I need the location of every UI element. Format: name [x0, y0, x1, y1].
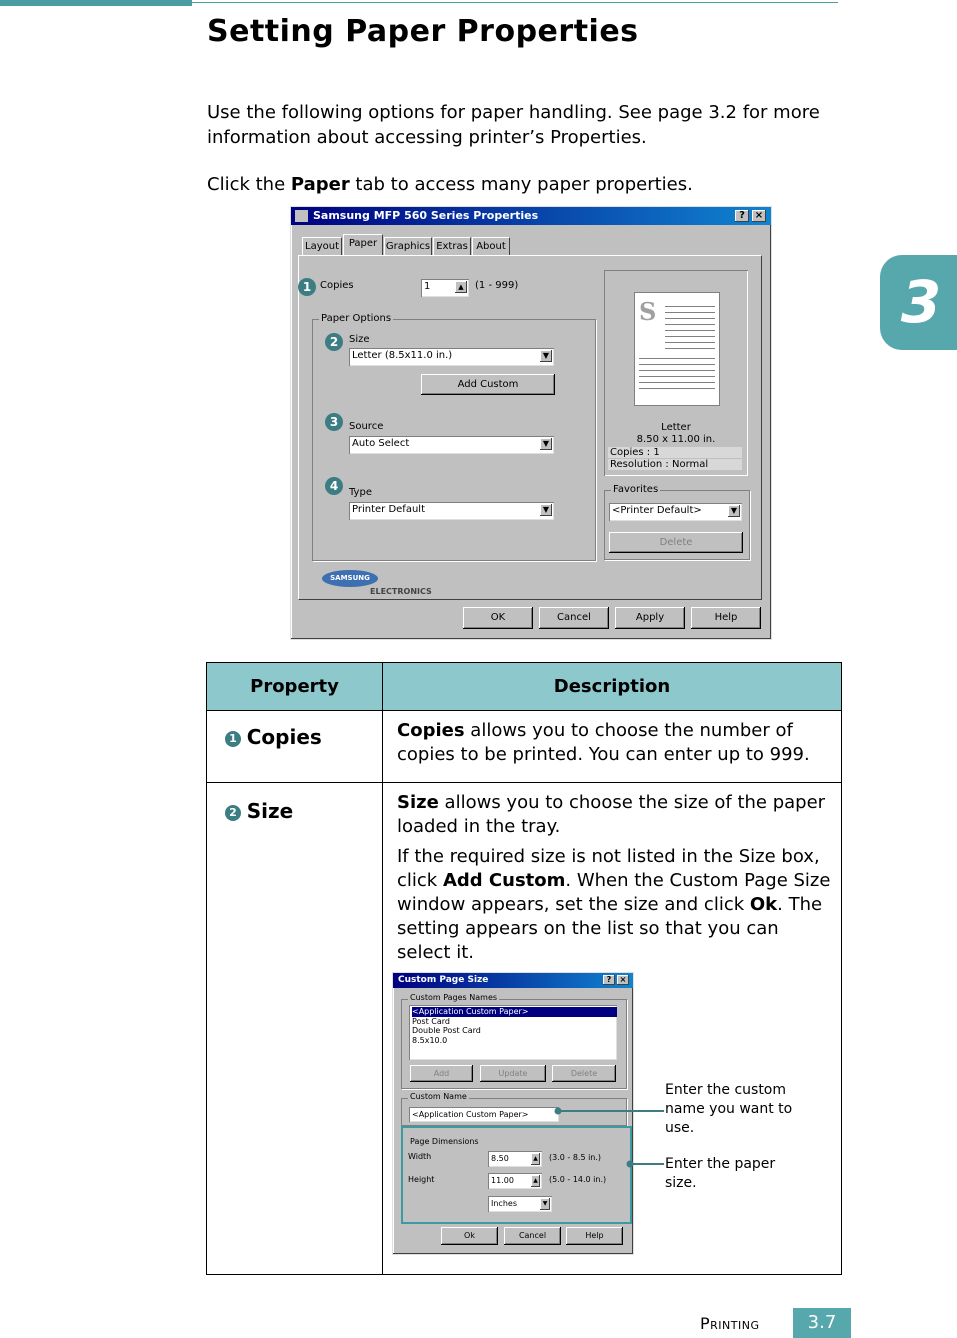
- click-instruction: [207, 172, 837, 197]
- close-icon[interactable]: ×: [752, 210, 766, 222]
- spin-icon[interactable]: ▲: [531, 1153, 540, 1165]
- custom-ok-button[interactable]: Ok: [441, 1227, 498, 1245]
- top-accent-bar: [0, 0, 192, 6]
- callout-badge-4: 4: [325, 477, 343, 495]
- height-value: 11.00: [491, 1176, 514, 1185]
- description-cell: [383, 711, 842, 783]
- width-stepper[interactable]: [488, 1151, 542, 1167]
- favorites-label: Favorites: [613, 484, 659, 495]
- unit-select[interactable]: [488, 1196, 552, 1212]
- preview-page: [634, 292, 720, 406]
- close-icon[interactable]: ×: [617, 975, 629, 985]
- row-badge: 2: [225, 805, 241, 821]
- callout-size-text: Enter the paper size.: [665, 1156, 776, 1191]
- favorites-select[interactable]: [609, 503, 742, 521]
- desc-bold: Copies: [397, 720, 465, 741]
- paper-options-label: Paper Options: [321, 313, 392, 324]
- copies-value: 1: [424, 281, 431, 292]
- height-range: (5.0 - 14.0 in.): [549, 1175, 607, 1184]
- dialog-title: Samsung MFP 560 Series Properties: [313, 209, 539, 222]
- favorites-value: <Printer Default>: [612, 505, 702, 516]
- size-desc-2: [397, 845, 831, 965]
- size-value: Letter (8.5x11.0 in.): [352, 350, 453, 361]
- size-label: Size: [349, 334, 370, 345]
- list-item[interactable]: Double Post Card: [412, 1026, 481, 1035]
- click-bold: Paper: [290, 174, 350, 195]
- preview-dims: 8.50 x 11.00 in.: [636, 434, 716, 445]
- type-label: Type: [349, 487, 372, 498]
- add-button[interactable]: Add: [410, 1065, 473, 1082]
- intro-paragraph: Use the following options for paper handling. See page 3.2 for more information about accessing printer’s Properties.: [207, 102, 820, 148]
- tab-layout[interactable]: Layout: [302, 237, 342, 255]
- property-cell: [207, 783, 383, 1275]
- apply-button[interactable]: Apply: [615, 607, 685, 629]
- source-label: Source: [349, 421, 384, 432]
- p2c: . When the Custom Page Size window appears, set the size and click: [397, 870, 831, 915]
- property-name: Copies: [246, 725, 322, 749]
- p2d: Ok: [749, 894, 778, 915]
- preview-logo-letter: S: [639, 297, 657, 326]
- p2b: Add Custom: [442, 870, 566, 891]
- chevron-down-icon[interactable]: ▼: [540, 1198, 550, 1210]
- chevron-down-icon[interactable]: ▼: [540, 504, 552, 516]
- callout-badge-1: 1: [298, 278, 316, 296]
- custom-name-input[interactable]: <Application Custom Paper>: [409, 1107, 559, 1122]
- spin-icon[interactable]: ▲: [455, 281, 467, 293]
- property-cell: [207, 711, 383, 783]
- delete-custom-button[interactable]: Delete: [552, 1065, 616, 1082]
- header-description: Description: [383, 663, 842, 711]
- update-button[interactable]: Update: [480, 1065, 546, 1082]
- size-select[interactable]: [349, 348, 554, 366]
- ok-button[interactable]: OK: [463, 607, 533, 629]
- click-prefix: Click the: [207, 174, 291, 195]
- custom-names-list[interactable]: [409, 1005, 617, 1060]
- header-property: Property: [207, 663, 383, 711]
- callout-name-text: Enter the custom name you want to use.: [665, 1082, 793, 1136]
- desc-bold: Size: [397, 792, 439, 813]
- page-number: 3.7: [793, 1308, 851, 1338]
- tab-extras[interactable]: Extras: [433, 237, 471, 255]
- preview-text-lines-lower: [639, 353, 715, 393]
- click-suffix: tab to access many paper properties.: [349, 174, 693, 195]
- desc-text: allows you to choose the size of the paper loaded in the tray.: [397, 792, 826, 837]
- preview-resolution: Resolution : Normal: [608, 459, 742, 470]
- callout-badge-3: 3: [325, 413, 343, 431]
- source-select[interactable]: [349, 436, 554, 454]
- list-item[interactable]: <Application Custom Paper>: [412, 1007, 617, 1017]
- spin-icon[interactable]: ▲: [531, 1175, 540, 1187]
- source-value: Auto Select: [352, 438, 410, 449]
- copies-label: Copies: [320, 280, 354, 291]
- samsung-electronics: ELECTRONICS: [370, 587, 432, 596]
- callout-lines: [550, 1100, 670, 1170]
- width-label: Width: [408, 1152, 432, 1161]
- p2e: . The setting appears on the list so that you can select it.: [397, 894, 823, 963]
- footer-section: Printing: [700, 1314, 760, 1333]
- add-custom-button[interactable]: Add Custom: [421, 374, 555, 395]
- copies-stepper[interactable]: [421, 279, 469, 297]
- copies-range: (1 - 999): [475, 280, 519, 291]
- row-badge: 1: [225, 731, 241, 747]
- list-item[interactable]: 8.5x10.0: [412, 1035, 448, 1045]
- tab-about[interactable]: About: [472, 237, 510, 255]
- preview-copies: Copies : 1: [608, 447, 742, 458]
- chapter-tab: 3: [880, 255, 957, 350]
- unit-value: Inches: [491, 1199, 517, 1208]
- table-header-row: [207, 663, 842, 711]
- dimensions-label: Page Dimensions: [410, 1137, 479, 1146]
- help-button[interactable]: Help: [691, 607, 761, 629]
- type-select[interactable]: [349, 502, 554, 520]
- top-rule: [192, 2, 838, 3]
- page-title: Setting Paper Properties: [207, 14, 639, 49]
- p2a: If the required size is not listed in the Size box, click: [397, 846, 820, 891]
- custom-title: Custom Page Size: [398, 975, 489, 985]
- help-icon[interactable]: ?: [603, 975, 615, 985]
- chevron-down-icon[interactable]: ▼: [540, 438, 552, 450]
- chevron-down-icon[interactable]: ▼: [540, 350, 552, 362]
- preview-paper: Letter: [661, 422, 691, 433]
- custom-name-label: Custom Name: [410, 1092, 467, 1101]
- preview-text-lines: [665, 301, 715, 351]
- printer-icon: [295, 210, 308, 222]
- delete-button[interactable]: Delete: [609, 532, 743, 553]
- custom-cancel-button[interactable]: Cancel: [504, 1227, 561, 1245]
- chevron-down-icon[interactable]: ▼: [728, 505, 740, 517]
- tab-paper[interactable]: Paper: [343, 234, 383, 256]
- width-range: (3.0 - 8.5 in.): [549, 1153, 602, 1162]
- dialog-titlebar: [291, 207, 771, 225]
- type-value: Printer Default: [352, 504, 425, 515]
- callout-badge-2: 2: [325, 333, 343, 351]
- list-item[interactable]: Post Card: [412, 1016, 450, 1026]
- desc-text: allows you to choose the number of copies to be printed. You can enter up to 999.: [397, 720, 810, 765]
- tab-graphics[interactable]: Graphics: [384, 237, 432, 255]
- custom-help-button[interactable]: Help: [566, 1227, 623, 1245]
- custom-names-label: Custom Pages Names: [410, 993, 498, 1002]
- page-preview: [604, 270, 748, 476]
- property-name: Size: [246, 799, 294, 823]
- size-desc-1: [397, 791, 831, 839]
- width-value: 8.50: [491, 1154, 509, 1163]
- cancel-button[interactable]: Cancel: [539, 607, 609, 629]
- height-stepper[interactable]: [488, 1173, 542, 1189]
- samsung-logo: SAMSUNG: [322, 570, 378, 587]
- custom-titlebar: [393, 973, 633, 988]
- height-label: Height: [408, 1175, 435, 1184]
- help-icon[interactable]: ?: [735, 210, 749, 222]
- table-row: [207, 711, 842, 783]
